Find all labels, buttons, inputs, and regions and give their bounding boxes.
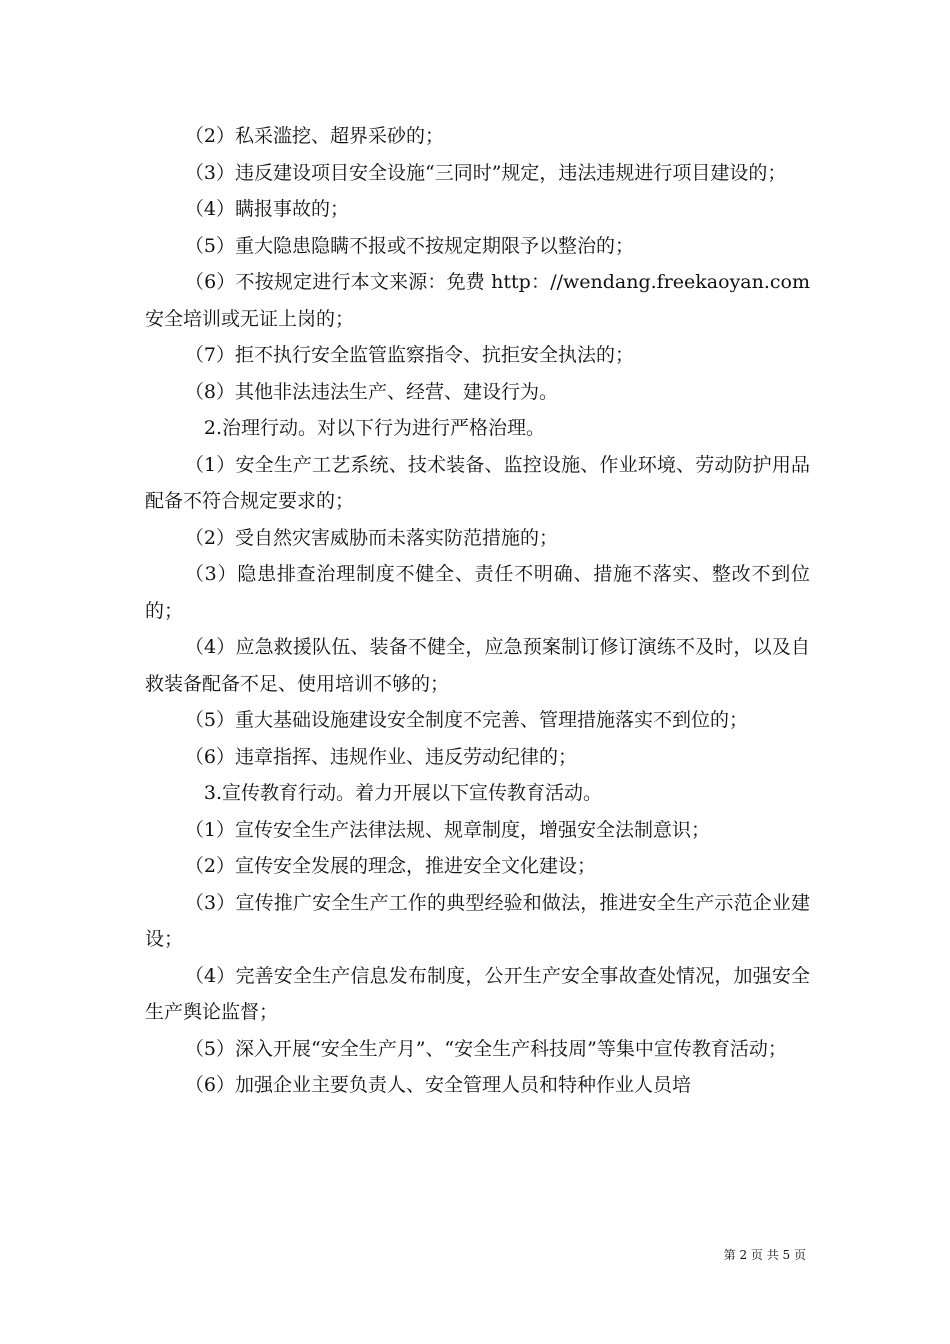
paragraph-2-6: （6）不按规定进行本文来源：免费 http：//wendang.freekaoyan.com 安全培训或无证上岗的； bbox=[145, 271, 810, 330]
paragraph-pub-2: （2）宣传安全发展的理念，推进安全文化建设； bbox=[184, 855, 596, 877]
section-heading-governance: 2.治理行动。对以下行为进行严格治理。 bbox=[203, 417, 546, 439]
paragraph-2-5: （5）重大隐患隐瞒不报或不按规定期限予以整治的； bbox=[184, 234, 634, 257]
paragraph-pub-4: （4）完善安全生产信息发布制度，公开生产安全事故查处情况，加强安全生产舆论监督； bbox=[145, 964, 810, 1023]
paragraph-pub-1: （1）宣传安全生产法律法规、规章制度，增强安全法制意识； bbox=[184, 818, 710, 841]
paragraph-gov-4: （4）应急救援队伍、装备不健全，应急预案制订修订演练不及时，以及自救装备配备不足、使用培训不够的； bbox=[145, 636, 810, 695]
paragraph-2-7: （7）拒不执行安全监管监察指令、抗拒安全执法的； bbox=[184, 344, 634, 366]
paragraph-2-2: （2）私采滥挖、超界采砂的； bbox=[184, 125, 444, 147]
paragraph-2-4: （4）瞒报事故的； bbox=[184, 198, 349, 220]
page-number-footer: 第 2 页 共 5 页 bbox=[723, 1248, 806, 1262]
document-body bbox=[145, 118, 810, 1104]
paragraph-gov-1: （1）安全生产工艺系统、技术装备、监控设施、作业环境、劳动防护用品配备不符合规定要求的； bbox=[145, 453, 810, 512]
paragraph-2-3: （3）违反建设项目安全设施“三同时”规定，违法违规进行项目建设的； bbox=[184, 161, 787, 184]
section-heading-publicity: 3.宣传教育行动。着力开展以下宣传教育活动。 bbox=[203, 782, 603, 804]
paragraph-pub-6: （6）加强企业主要负责人、安全管理人员和特种作业人员培 bbox=[184, 1074, 691, 1096]
paragraph-2-8: （8）其他非法违法生产、经营、建设行为。 bbox=[184, 380, 558, 403]
paragraph-pub-3: （3）宣传推广安全生产工作的典型经验和做法，推进安全生产示范企业建设； bbox=[145, 891, 810, 950]
paragraph-pub-5: （5）深入开展“安全生产月”、“安全生产科技周”等集中宣传教育活动； bbox=[184, 1037, 787, 1060]
paragraph-gov-2: （2）受自然灾害威胁而未落实防范措施的； bbox=[184, 526, 558, 549]
paragraph-gov-6: （6）违章指挥、违规作业、违反劳动纪律的； bbox=[184, 745, 577, 768]
paragraph-gov-5: （5）重大基础设施建设安全制度不完善、管理措施落实不到位的； bbox=[184, 709, 748, 731]
paragraph-gov-3: （3）隐患排查治理制度不健全、责任不明确、措施不落实、整改不到位的； bbox=[145, 563, 810, 622]
